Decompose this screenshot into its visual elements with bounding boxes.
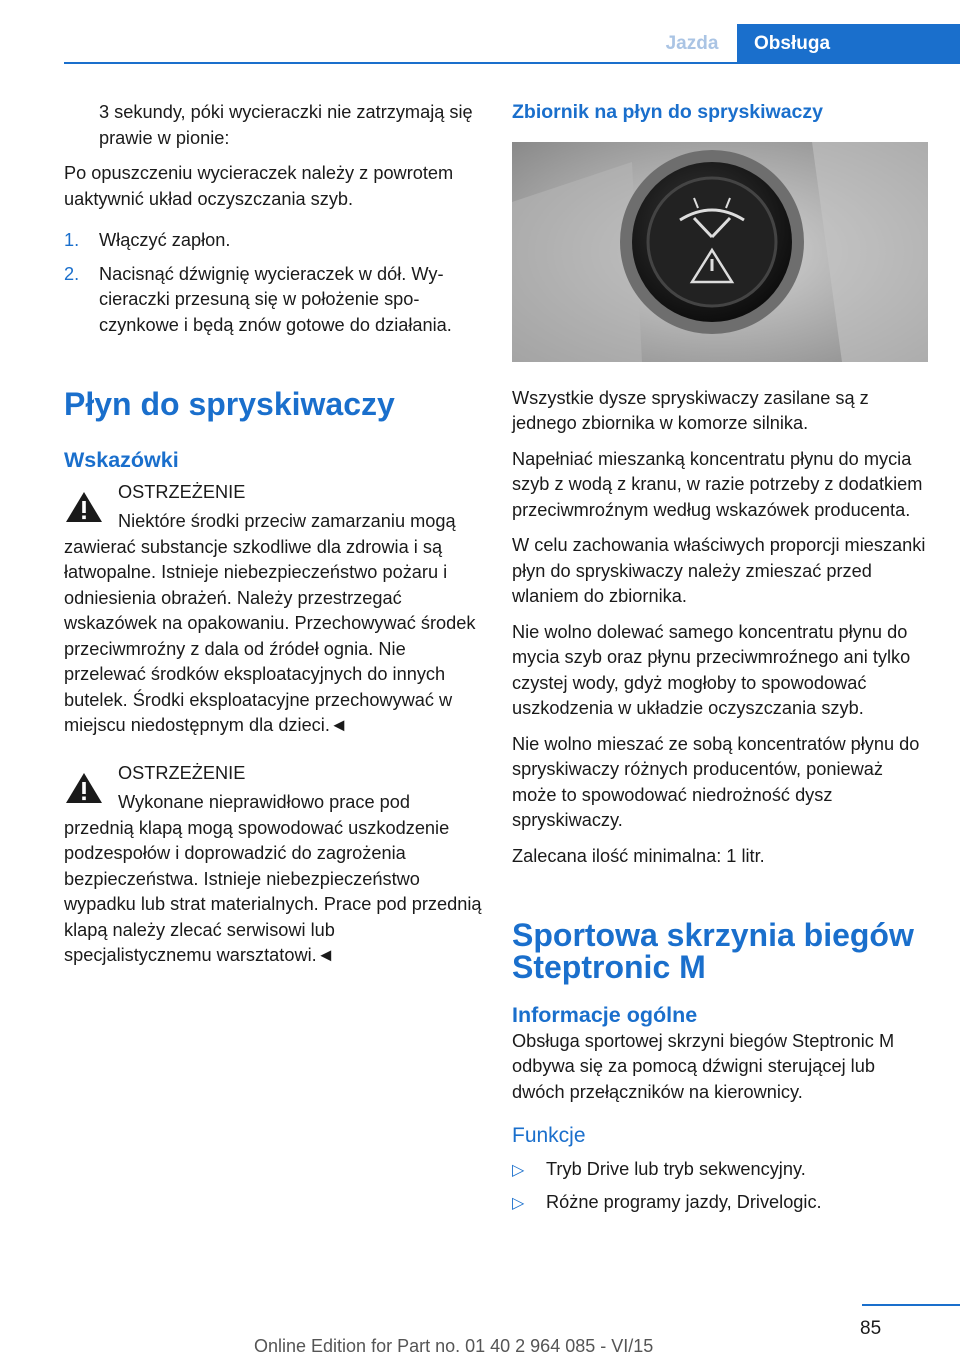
reservoir-title: Zbiornik na płyn do spryskiwaczy bbox=[512, 101, 824, 123]
warning-icon bbox=[64, 490, 104, 524]
functions-list bbox=[512, 1157, 930, 1216]
function-text: Różne programy jazdy, Drivelogic. bbox=[546, 1192, 822, 1212]
paragraph: Zalecana ilość minimalna: 1 litr. bbox=[512, 845, 765, 866]
step-text: Włączyć zapłon. bbox=[99, 230, 231, 250]
header-divider bbox=[64, 62, 960, 64]
step-text: Nacisnąć dźwignię wycieraczek w dół. Wycieraczki przesuną się w położenie spoczynkowe i będą znów gotowe do działania. bbox=[99, 263, 452, 335]
warning-icon bbox=[64, 771, 104, 805]
right-column bbox=[512, 100, 930, 1224]
warning-title: OSTRZEŻENIE bbox=[118, 762, 246, 783]
list-item bbox=[64, 228, 482, 254]
tab-obsluga[interactable]: Obsługa bbox=[737, 24, 960, 62]
section-title-washer-fluid: Płyn do spryskiwaczy bbox=[64, 386, 395, 422]
step-number: 1. bbox=[64, 230, 80, 250]
function-text: Tryb Drive lub tryb sekwencyjny. bbox=[546, 1158, 806, 1179]
warning-text: Niektóre środki przeciw zamarzaniu mogą zawierać substancje szkodliwe dla zdrowia i są łatwopalne. Istnieje niebezpieczeństwo pożaru i odniesienia obrażeń. Należy przestrzegać wskazówek na opakowaniu. Przechowywać środek przeciwmroźny z dala od źródeł ognia. Nie przelewać środków eksploatacyjnych do innych butelek. Środki eksploatacyjne przechowywać w miejscu niedostępnym dla dzieci.◄ bbox=[64, 511, 476, 735]
paragraph: Napełniać mieszanką koncentratu płynu do mycia szyb z wodą z kranu, w razie potrzeby z dodatkiem przeciwmroźnym według wskazówek producenta. bbox=[512, 448, 923, 520]
intro-paragraph: Po opuszczeniu wycieraczek należy z powrotem uaktywnić układ oczyszczania szyb. bbox=[64, 163, 454, 209]
list-item bbox=[512, 1190, 930, 1216]
list-item bbox=[64, 262, 482, 339]
page-number: 85 bbox=[860, 1318, 882, 1339]
intro-continuation: 3 sekundy, póki wycieraczki nie zatrzymają się prawie w pionie: bbox=[99, 102, 473, 148]
paragraph: Nie wolno dolewać samego koncentratu płynu do mycia szyb oraz płynu przeciwmroźnego ani tylko czystej wody, gdyż mogłoby to spowodować uszkodzenia w układzie oczyszczania szyb. bbox=[512, 621, 911, 718]
edition-footer: Online Edition for Part no. 01 40 2 964 085 - VI/15 bbox=[254, 1336, 654, 1356]
tab-jazda[interactable]: Jazda bbox=[665, 33, 719, 54]
list-item bbox=[512, 1157, 930, 1183]
steps-list bbox=[64, 228, 482, 338]
left-column bbox=[64, 100, 482, 979]
general-info-text: Obsługa sportowej skrzyni biegów Steptronic M odbywa się za pomocą dźwigni sterującej lub dwóch przełączników na kierownicy. bbox=[512, 1030, 895, 1102]
warning-text: Wykonane nieprawidłowo prace pod przednią klapą mogą spowodować uszkodzenie podzespołów i doprowadzić do zagrożenia bezpieczeństwa. Istnieje niebezpieczeństwo wypadku lub strat materialnych. Prace pod przednią klapą należy zlecać serwisowi lub specjalistycznemu warsztatowi.◄ bbox=[64, 792, 482, 965]
paragraph: W celu zachowania właściwych proporcji mieszanki płyn do spryskiwaczy należy zmieszać przed wlaniem do zbiornika. bbox=[512, 535, 926, 606]
warning-block-1 bbox=[64, 480, 482, 739]
paragraph: Nie wolno mieszać ze sobą koncentratów płynu do spryskiwaczy różnych producentów, ponieważ może to spowodować niedrożność dysz spryskiwaczy. bbox=[512, 733, 920, 830]
footer-divider bbox=[862, 1304, 960, 1306]
washer-reservoir-cap-image bbox=[512, 142, 928, 362]
general-info-title: Informacje ogólne bbox=[512, 1003, 698, 1027]
triangle-bullet-icon: ▷ bbox=[512, 1195, 525, 1212]
subsection-title-notes: Wskazówki bbox=[64, 448, 179, 472]
section-title-steptronic: Sportowa skrzynia biegów Steptronic M bbox=[512, 917, 914, 985]
functions-title: Funkcje bbox=[512, 1124, 586, 1147]
warning-block-2 bbox=[64, 761, 482, 969]
warning-title: OSTRZEŻENIE bbox=[118, 481, 246, 502]
step-number: 2. bbox=[64, 263, 80, 284]
paragraph: Wszystkie dysze spryskiwaczy zasilane są z jednego zbiornika w komorze silnika. bbox=[512, 387, 869, 433]
triangle-bullet-icon: ▷ bbox=[512, 1161, 525, 1179]
